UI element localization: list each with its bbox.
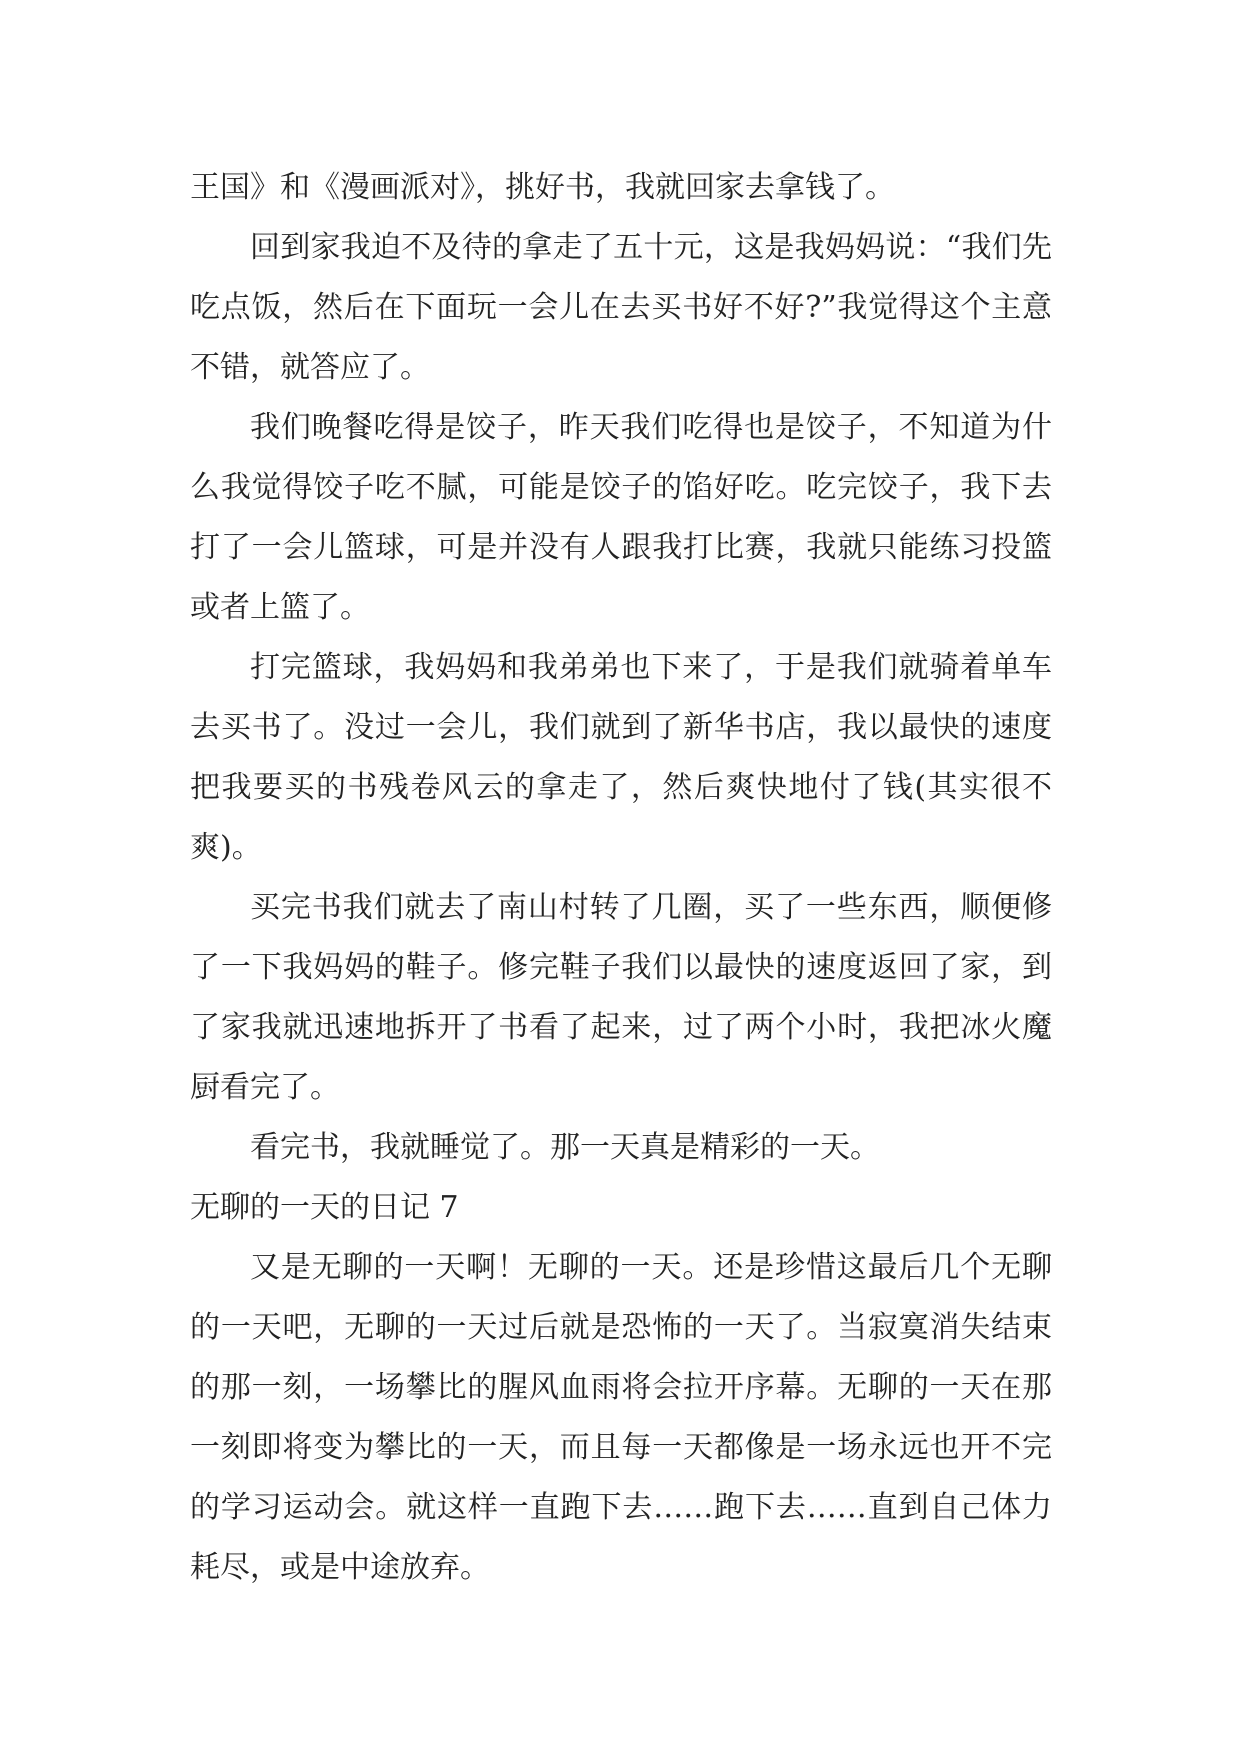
paragraph-nanshan-village: 买完书我们就去了南山村转了几圈，买了一些东西，顺便修了一下我妈妈的鞋子。修完鞋子我们以最快的速度返回了家，到了家我就迅速地拆开了书看了起来，过了两个小时，我把冰火魔厨看完了。 — [190, 890, 1052, 1105]
paragraph-dinner-basketball: 我们晚餐吃得是饺子，昨天我们吃得也是饺子，不知道为什么我觉得饺子吃不腻，可能是饺子的馅好吃。吃完饺子，我下去打了一会儿篮球，可是并没有人跟我打比赛，我就只能练习投篮或者上篮了。 — [190, 410, 1052, 625]
diary-heading: 无聊的一天的日记 7 — [190, 1190, 459, 1225]
paragraph-continuation: 王国》和《漫画派对》，挑好书，我就回家去拿钱了。 — [190, 170, 895, 205]
paragraph-boring-day: 又是无聊的一天啊！无聊的一天。还是珍惜这最后几个无聊的一天吧，无聊的一天过后就是恐怖的一天了。当寂寞消失结束的那一刻，一场攀比的腥风血雨将会拉开序幕。无聊的一天在那一刻即将变为攀比的一天，而且每一天都像是一场永远也开不完的学习运动会。就这样一直跑下去……跑下去……直到自己体力耗尽，或是中途放弃。 — [190, 1250, 1052, 1585]
paragraph-return-home: 回到家我迫不及待的拿走了五十元，这是我妈妈说：“我们先吃点饭，然后在下面玩一会儿在去买书好不好?”我觉得这个主意不错，就答应了。 — [190, 230, 1052, 385]
paragraph-bookstore: 打完篮球，我妈妈和我弟弟也下来了，于是我们就骑着单车去买书了。没过一会儿，我们就到了新华书店，我以最快的速度把我要买的书残卷风云的拿走了，然后爽快地付了钱(其实很不爽)。 — [190, 650, 1052, 865]
paragraph-sleep: 看完书，我就睡觉了。那一天真是精彩的一天。 — [250, 1130, 880, 1165]
document-body — [190, 158, 1052, 1598]
